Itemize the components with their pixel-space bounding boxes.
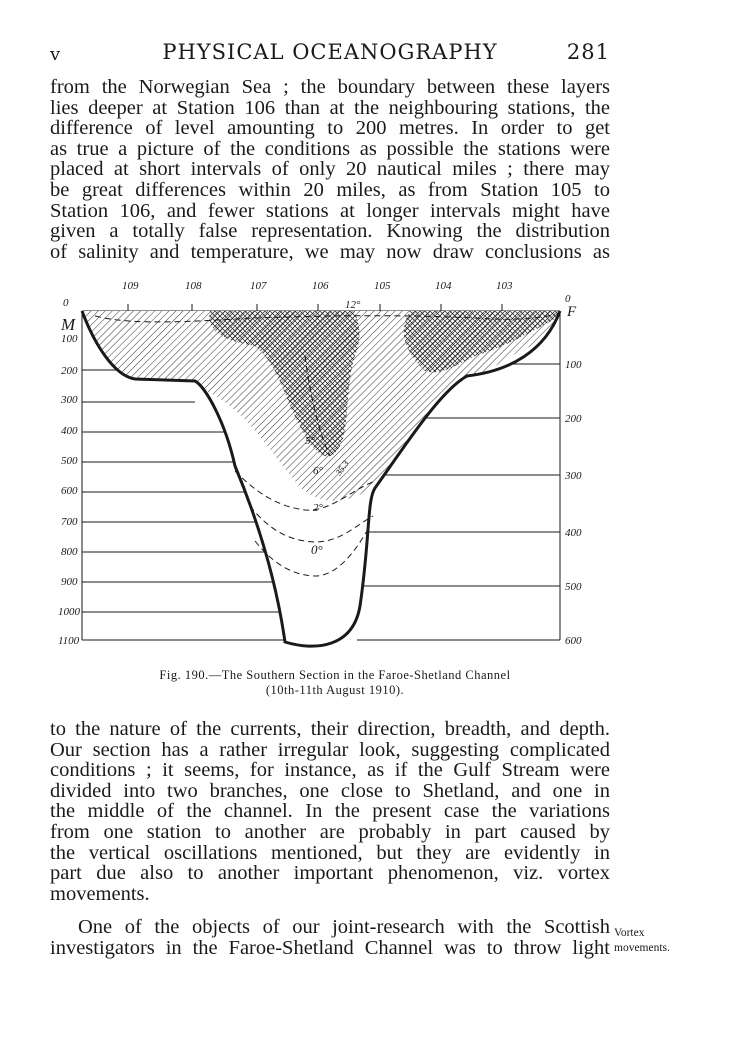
right-depth-scale	[564, 293, 582, 647]
station-label: 105	[374, 280, 391, 292]
svg-text:100: 100	[61, 333, 78, 345]
svg-text:500: 500	[565, 581, 582, 593]
station-label: 106	[312, 280, 329, 292]
paragraph-middle	[50, 719, 610, 904]
margin-note-line: movements.	[614, 942, 670, 954]
svg-text:6°: 6°	[313, 465, 323, 477]
svg-text:600: 600	[61, 485, 78, 497]
text-line: One of the objects of our joint-research with the Scottish	[78, 916, 610, 938]
text-line: given a totally false representation. Knowing the distribution	[50, 220, 610, 243]
signature-mark: v	[50, 44, 62, 65]
svg-text:200: 200	[565, 413, 582, 425]
paragraph-top	[50, 77, 610, 262]
text-line: to the nature of the currents, their direction, breadth, and depth.	[50, 718, 610, 740]
isohaline-label: 35.3	[333, 458, 351, 478]
svg-text:1000: 1000	[58, 606, 80, 618]
svg-text:400: 400	[565, 527, 582, 539]
svg-text:0°: 0°	[311, 542, 323, 557]
figure-caption	[55, 668, 615, 698]
text-line: Station 106, and fewer stations at longer intervals might have	[50, 199, 610, 222]
svg-text:600: 600	[565, 635, 582, 647]
svg-text:900: 900	[61, 576, 78, 588]
station-label: 108	[185, 280, 202, 292]
station-label: 109	[122, 280, 139, 292]
left-end-label: M	[61, 315, 76, 334]
station-label: 104	[435, 280, 452, 292]
svg-text:200: 200	[61, 365, 78, 377]
svg-text:800: 800	[61, 546, 78, 558]
text-line: the middle of the channel. In the present case the variations	[50, 800, 610, 823]
svg-text:300: 300	[61, 394, 78, 406]
text-line: from one station to another are probably in part caused by	[50, 820, 610, 843]
text-line: lies deeper at Station 106 than at the neighbouring stations, the	[50, 96, 610, 119]
margin-note-line: Vortex	[614, 927, 645, 939]
text-line: the vertical oscillations mentioned, but they are evidently in	[50, 841, 610, 864]
page-number: 281	[566, 40, 610, 64]
text-line: divided into two branches, one close to Shetland, and one in	[50, 779, 610, 802]
text-line: as true a picture of the conditions as possible the stations were	[50, 137, 610, 160]
svg-text:12°: 12°	[345, 299, 361, 311]
text-line: Our section has a rather irregular look, suggesting complicated	[50, 738, 610, 761]
section-figure	[55, 276, 585, 656]
svg-text:1100: 1100	[58, 635, 80, 647]
right-end-label: F	[567, 304, 577, 320]
text-line: investigators in the Faroe-Shetland Channel was to throw light	[50, 936, 610, 959]
svg-text:500: 500	[61, 455, 78, 467]
text-line: from the Norwegian Sea ; the boundary between these layers	[50, 76, 610, 98]
caption-line: Fig. 190.—The Southern Section in the Faroe-Shetland Channel	[159, 668, 511, 682]
text-line: movements.	[50, 882, 150, 905]
station-label: 107	[250, 280, 267, 292]
svg-text:400: 400	[61, 425, 78, 437]
station-ticks	[128, 304, 502, 311]
svg-text:0: 0	[565, 293, 571, 305]
left-depth-scale	[58, 297, 81, 647]
text-line: be great differences within 20 miles, as from Station 105 to	[50, 178, 610, 201]
text-line: of salinity and temperature, we may now draw conclusions as	[50, 240, 610, 263]
text-line: conditions ; it seems, for instance, as if the Gulf Stream were	[50, 759, 610, 782]
text-line: part due also to another important phenomenon, viz. vortex	[50, 862, 610, 885]
running-title: PHYSICAL OCEANOGRAPHY	[162, 40, 498, 64]
svg-text:300: 300	[565, 470, 582, 482]
station-label: 103	[496, 280, 513, 292]
oceanographic-section-diagram	[55, 276, 585, 656]
caption-line: (10th-11th August 1910).	[265, 683, 405, 697]
svg-text:5°: 5°	[305, 435, 315, 447]
svg-text:700: 700	[61, 516, 78, 528]
svg-text:2°: 2°	[313, 502, 323, 514]
running-header	[50, 40, 610, 68]
text-line: placed at short intervals of only 20 nautical miles ; there may	[50, 158, 610, 181]
station-labels	[122, 280, 513, 292]
margin-note	[614, 926, 704, 956]
text-line: difference of level amounting to 200 metres. In order to get	[50, 117, 610, 140]
svg-text:100: 100	[565, 359, 582, 371]
svg-text:0: 0	[63, 297, 69, 309]
paragraph-bottom	[50, 917, 610, 958]
